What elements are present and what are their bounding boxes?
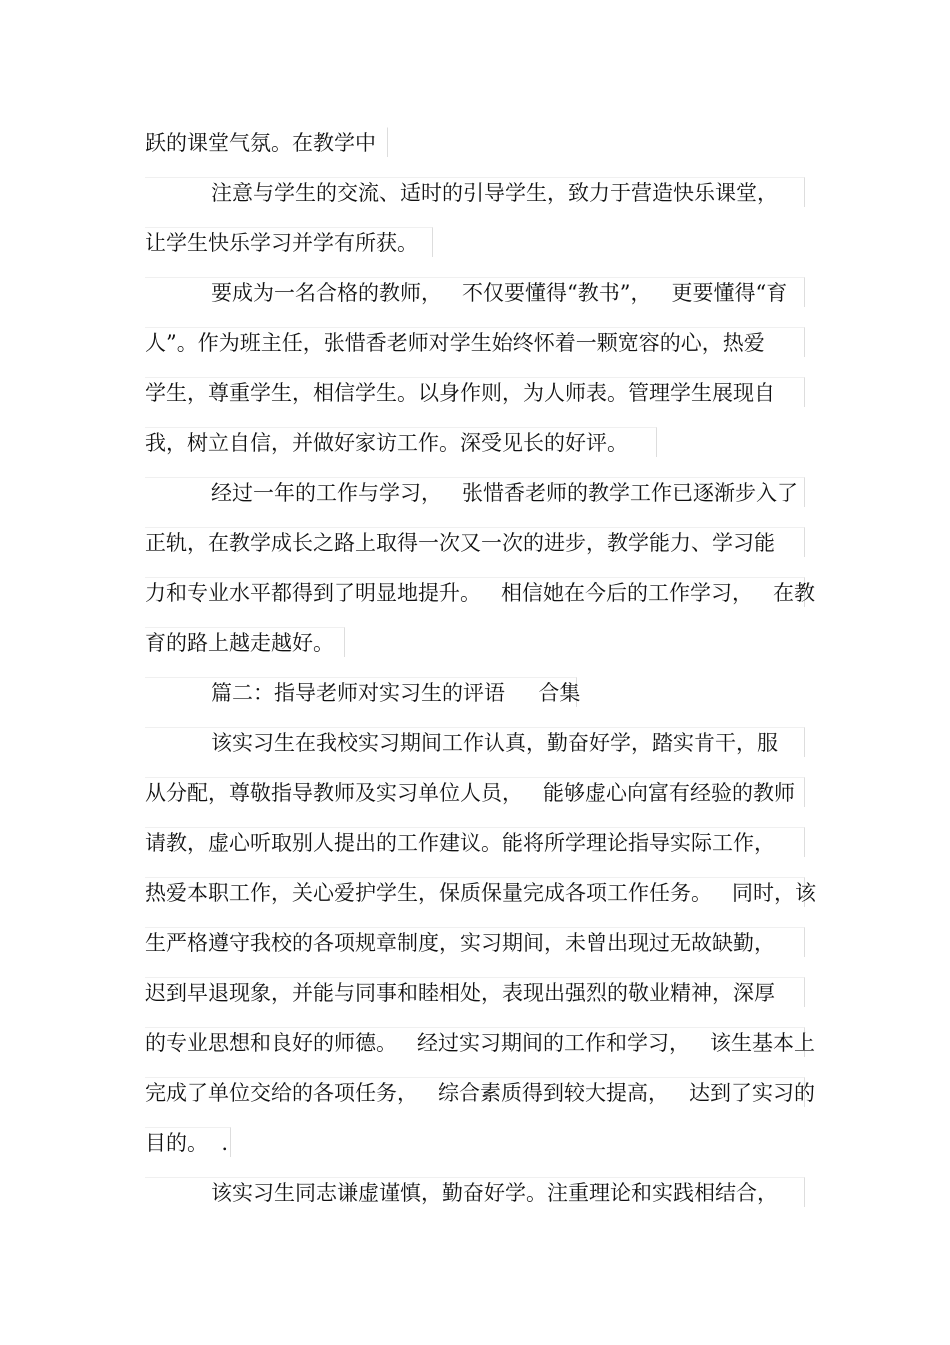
text-line: 生严格遵守我校的各项规章制度，实习期间，未曾出现过无故缺勤， (145, 927, 805, 957)
text-line: 从分配，尊敬指导教师及实习单位人员， 能够虚心向富有经验的教师 (145, 777, 805, 807)
text-line: 热爱本职工作，关心爱护学生，保质保量完成各项工作任务。 同时，该 (145, 877, 805, 907)
text-line: 育的路上越走越好。 (145, 627, 345, 657)
text-line: 目的。 . (145, 1127, 231, 1157)
text-line: 经过一年的工作与学习， 张惜香老师的教学工作已逐渐步入了 (145, 477, 805, 507)
text-line: 人”。作为班主任，张惜香老师对学生始终怀着一颗宽容的心，热爱 (145, 327, 805, 357)
text-line: 注意与学生的交流、适时的引导学生，致力于营造快乐课堂， (145, 177, 805, 207)
text-line: 学生，尊重学生，相信学生。以身作则，为人师表。管理学生展现自 (145, 377, 805, 407)
text-line: 该实习生在我校实习期间工作认真，勤奋好学，踏实肯干，服 (145, 727, 805, 757)
text-line: 迟到早退现象，并能与同事和睦相处，表现出强烈的敬业精神，深厚 (145, 977, 805, 1007)
text-line: 让学生快乐学习并学有所获。 (145, 227, 433, 257)
text-line: 要成为一名合格的教师， 不仅要懂得“教书”， 更要懂得“育 (145, 277, 805, 307)
text-line: 的专业思想和良好的师德。 经过实习期间的工作和学习， 该生基本上 (145, 1027, 805, 1057)
section-heading: 篇二：指导老师对实习生的评语 合集 (145, 677, 577, 707)
text-line: 力和专业水平都得到了明显地提升。 相信她在今后的工作学习， 在教 (145, 577, 805, 607)
text-line: 正轨，在教学成长之路上取得一次又一次的进步，教学能力、学习能 (145, 527, 805, 557)
text-line: 请教，虚心听取别人提出的工作建议。能将所学理论指导实际工作， (145, 827, 805, 857)
text-line: 跃的课堂气氛。在教学中 (145, 127, 388, 157)
text-line: 我，树立自信，并做好家访工作。深受见长的好评。 (145, 427, 657, 457)
text-line: 完成了单位交给的各项任务， 综合素质得到较大提高， 达到了实习的 (145, 1077, 805, 1107)
text-line: 该实习生同志谦虚谨慎，勤奋好学。注重理论和实践相结合， (145, 1177, 805, 1207)
